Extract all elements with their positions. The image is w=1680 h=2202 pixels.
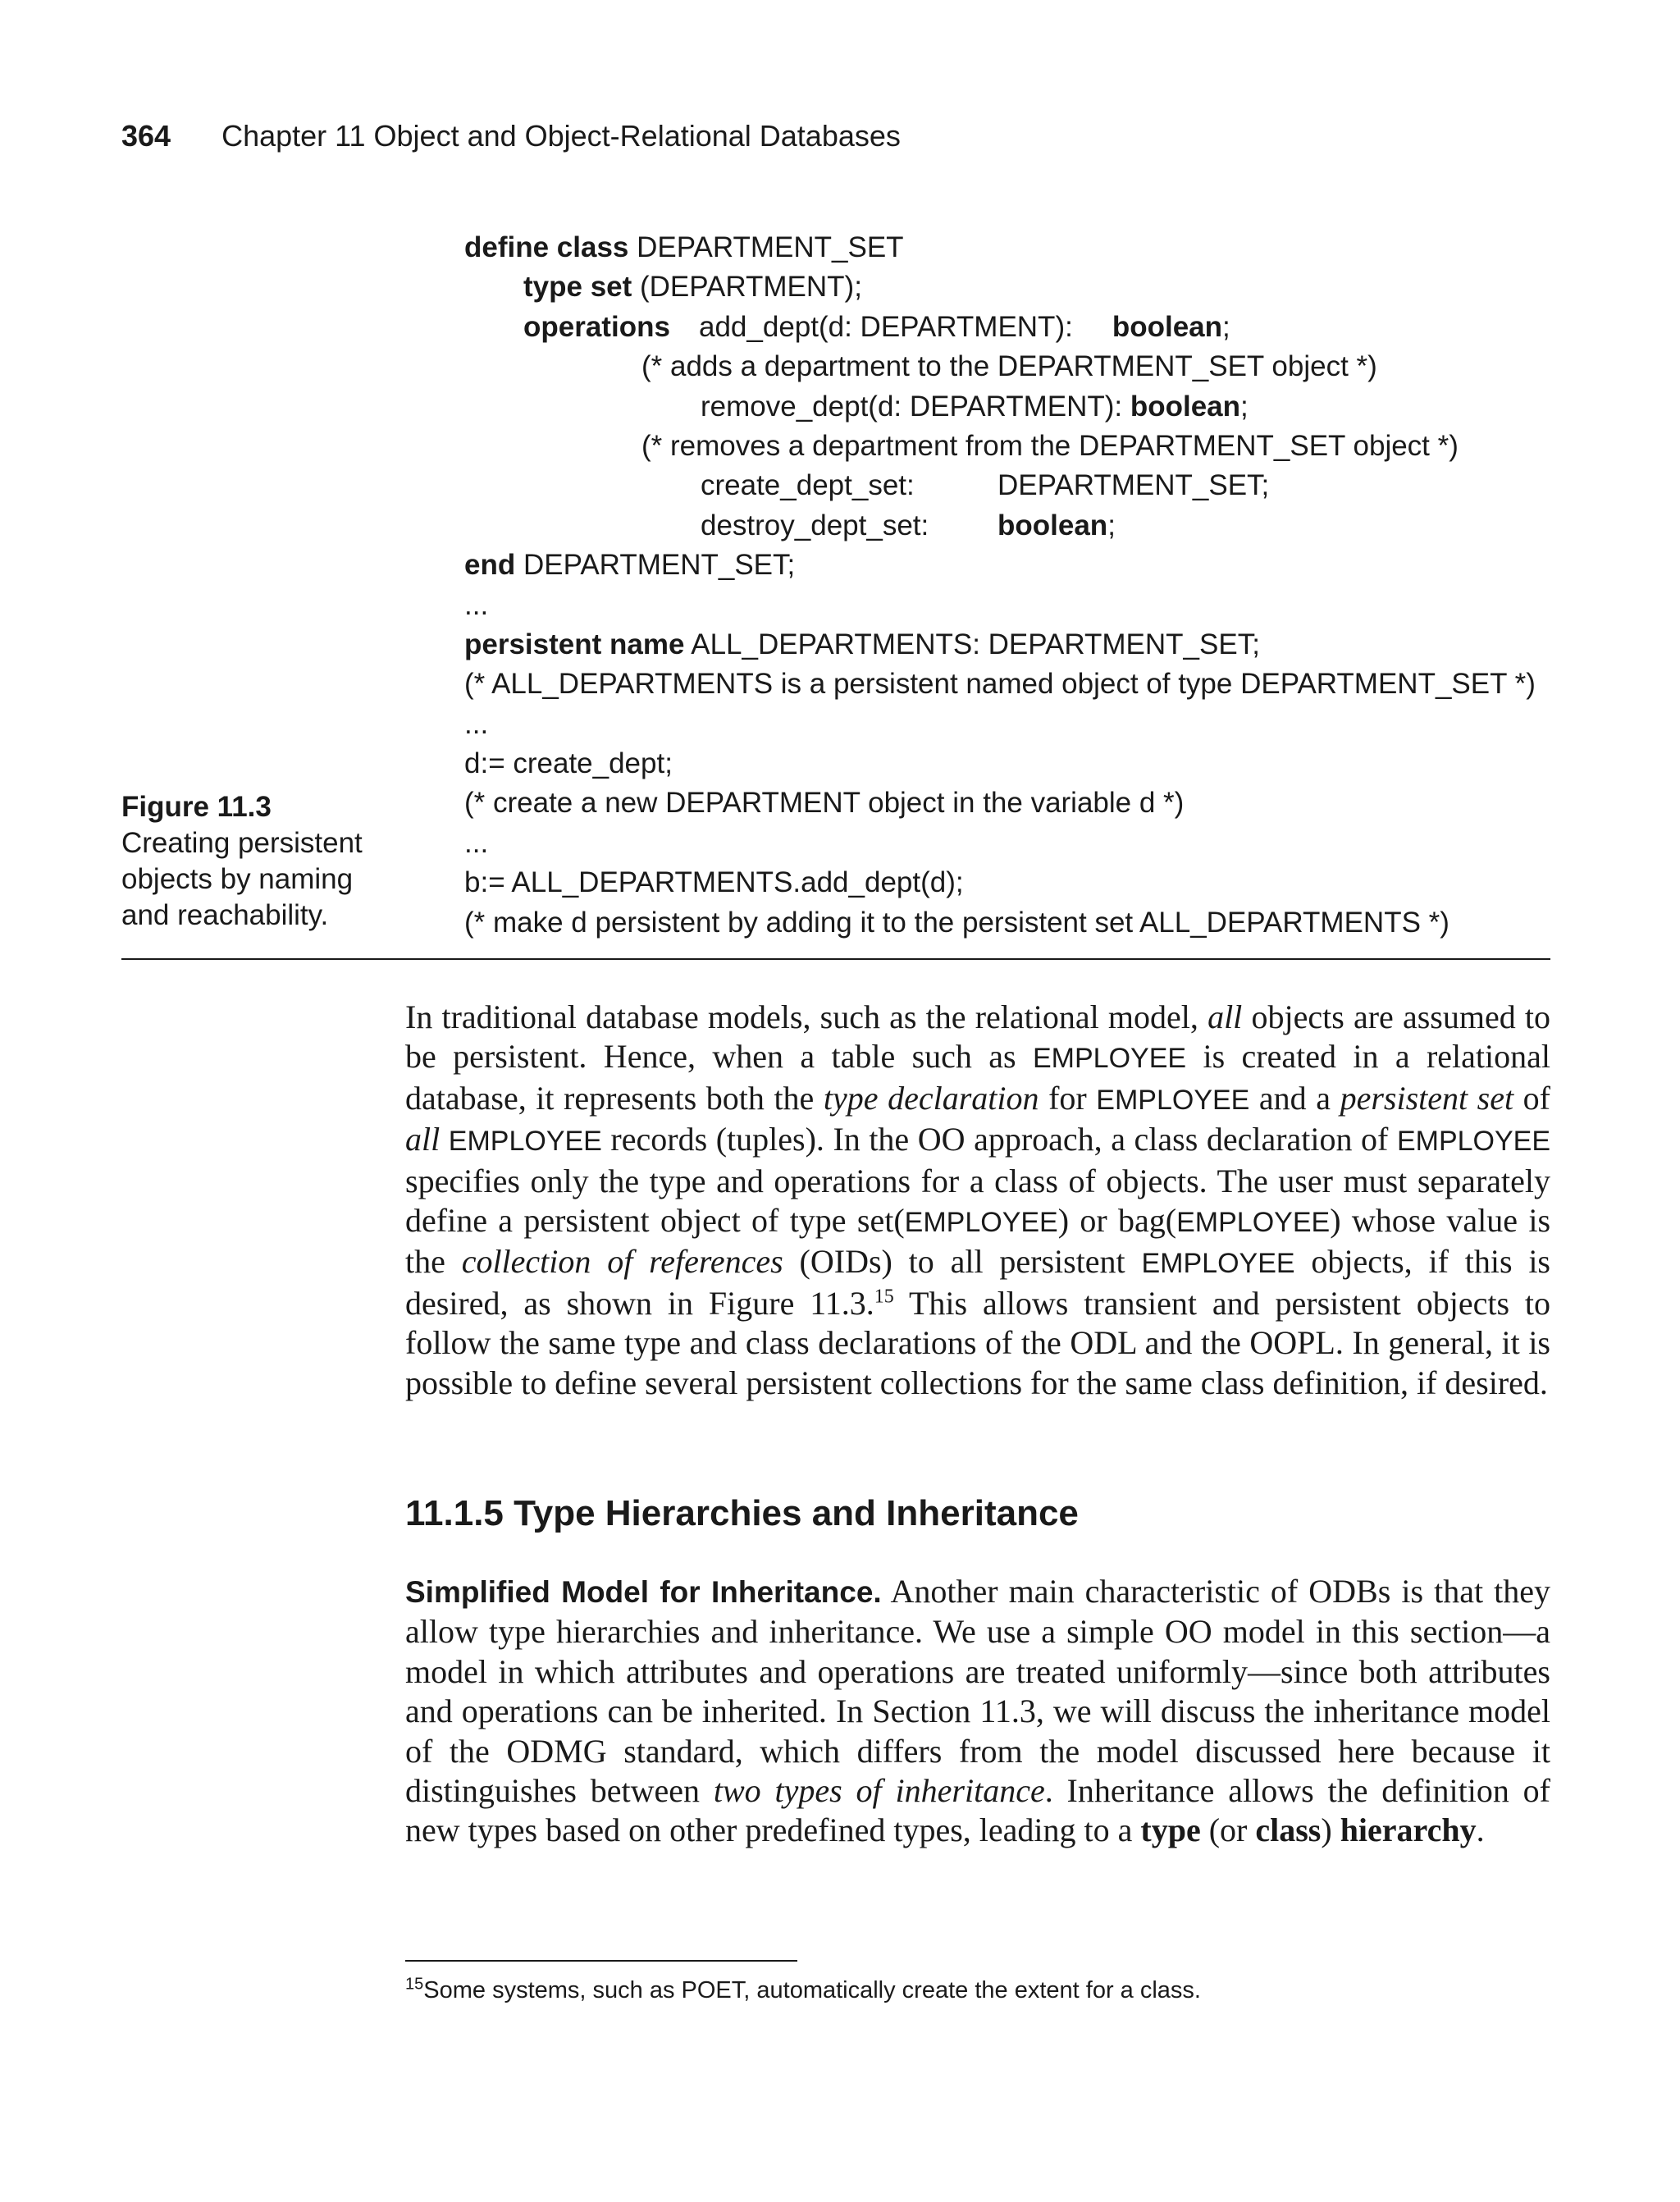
- code-comment: (* adds a department to the DEPARTMENT_SET object *): [641, 350, 1377, 383]
- code-keyword: boolean: [1112, 310, 1223, 343]
- code-comment: (* make d persistent by adding it to the persistent set ALL_DEPARTMENTS *): [464, 906, 1449, 939]
- section-heading: 11.1.5 Type Hierarchies and Inheritance: [405, 1493, 1079, 1533]
- code-line: operations add_dept(d: DEPARTMENT): boolean;: [464, 308, 1564, 347]
- code-ellipsis: ...: [464, 826, 489, 859]
- code-keyword: type set: [523, 271, 632, 304]
- figure-caption: [121, 789, 392, 934]
- code-comment: (* ALL_DEPARTMENTS is a persistent named object of type DEPARTMENT_SET *): [464, 668, 1536, 701]
- code-keyword: persistent name: [464, 628, 685, 660]
- code-keyword: boolean: [1130, 390, 1241, 423]
- code-line: destroy_dept_set: boolean;: [701, 509, 1116, 541]
- code-line: end DEPARTMENT_SET;: [464, 549, 796, 582]
- body-paragraph: Simplified Model for Inheritance. Another main characteristic of ODBs is that they allow type hierarchies and inheritance. We use a simple OO model in this section—a model in which attributes and operations are treated uniformly—since both attributes and operations can be inherited. In Section 11.3, we will discuss the inheritance model of the ODMG standard, which differs from the model discussed here because it distinguishes between two types of inheritance. Inheritance allows the definition of new types based on other predefined types, leading to a type (or class) hierarchy.: [405, 1573, 1550, 1849]
- body-paragraph: In traditional database models, such as the relational model, all objects are assumed to be persistent. Hence, when a table such as EMPLOYEE is created in a relational database, it represents both the type declaration for EMPLOYEE and a persistent set of all EMPLOYEE records (tuples). In the OO approach, a class declaration of EMPLOYEE specifies only the type and operations for a class of objects. The user must separately define a persistent object of type set(EMPLOYEE) or bag(EMPLOYEE) whose value is the collection of references (OIDs) to all persistent EMPLOYEE objects, if this is desired, as shown in Figure 11.3.15 This allows transient and persistent objects to follow the same type and class declarations of the ODL and the OOPL. In general, it is possible to define several persistent collections for the same class definition, if desired.: [405, 998, 1551, 1401]
- page-number: 364: [121, 119, 171, 153]
- figure-divider: [121, 958, 1550, 960]
- code-line: type set (DEPARTMENT);: [523, 271, 862, 304]
- figure-label: Figure 11.3: [121, 791, 272, 823]
- code-keyword: define class: [464, 231, 629, 263]
- run-in-heading: Simplified Model for Inheritance.: [405, 1575, 882, 1609]
- code-keyword: operations: [523, 310, 670, 343]
- code-figure: [464, 228, 1564, 943]
- running-head: [121, 119, 901, 153]
- code-comment: (* removes a department from the DEPARTMENT_SET object *): [641, 429, 1459, 462]
- code-ellipsis: ...: [464, 588, 489, 621]
- code-ellipsis: ...: [464, 707, 489, 740]
- footnote-divider: [405, 1960, 797, 1962]
- code-keyword: boolean: [998, 509, 1108, 541]
- code-line: create_dept_set: DEPARTMENT_SET;: [701, 469, 1270, 502]
- code-line: persistent name ALL_DEPARTMENTS: DEPARTMENT_SET;: [464, 628, 1260, 660]
- code-line: remove_dept(d: DEPARTMENT): boolean;: [701, 390, 1249, 423]
- code-line: d:= create_dept;: [464, 747, 673, 780]
- footnote-text: Some systems, such as POET, automatically create the extent for a class.: [423, 1977, 1201, 2003]
- footnote-number: 15: [405, 1975, 424, 1994]
- footnote: [405, 1977, 1201, 2004]
- code-comment: (* create a new DEPARTMENT object in the variable d *): [464, 787, 1185, 820]
- code-line: b:= ALL_DEPARTMENTS.add_dept(d);: [464, 866, 964, 899]
- code-keyword: end: [464, 549, 516, 582]
- footnote-reference: 15: [874, 1286, 894, 1308]
- code-line: define class DEPARTMENT_SET: [464, 231, 904, 263]
- chapter-title: Chapter 11 Object and Object-Relational Databases: [221, 119, 901, 153]
- figure-caption-text: Creating persistent objects by naming and reachability.: [121, 827, 363, 931]
